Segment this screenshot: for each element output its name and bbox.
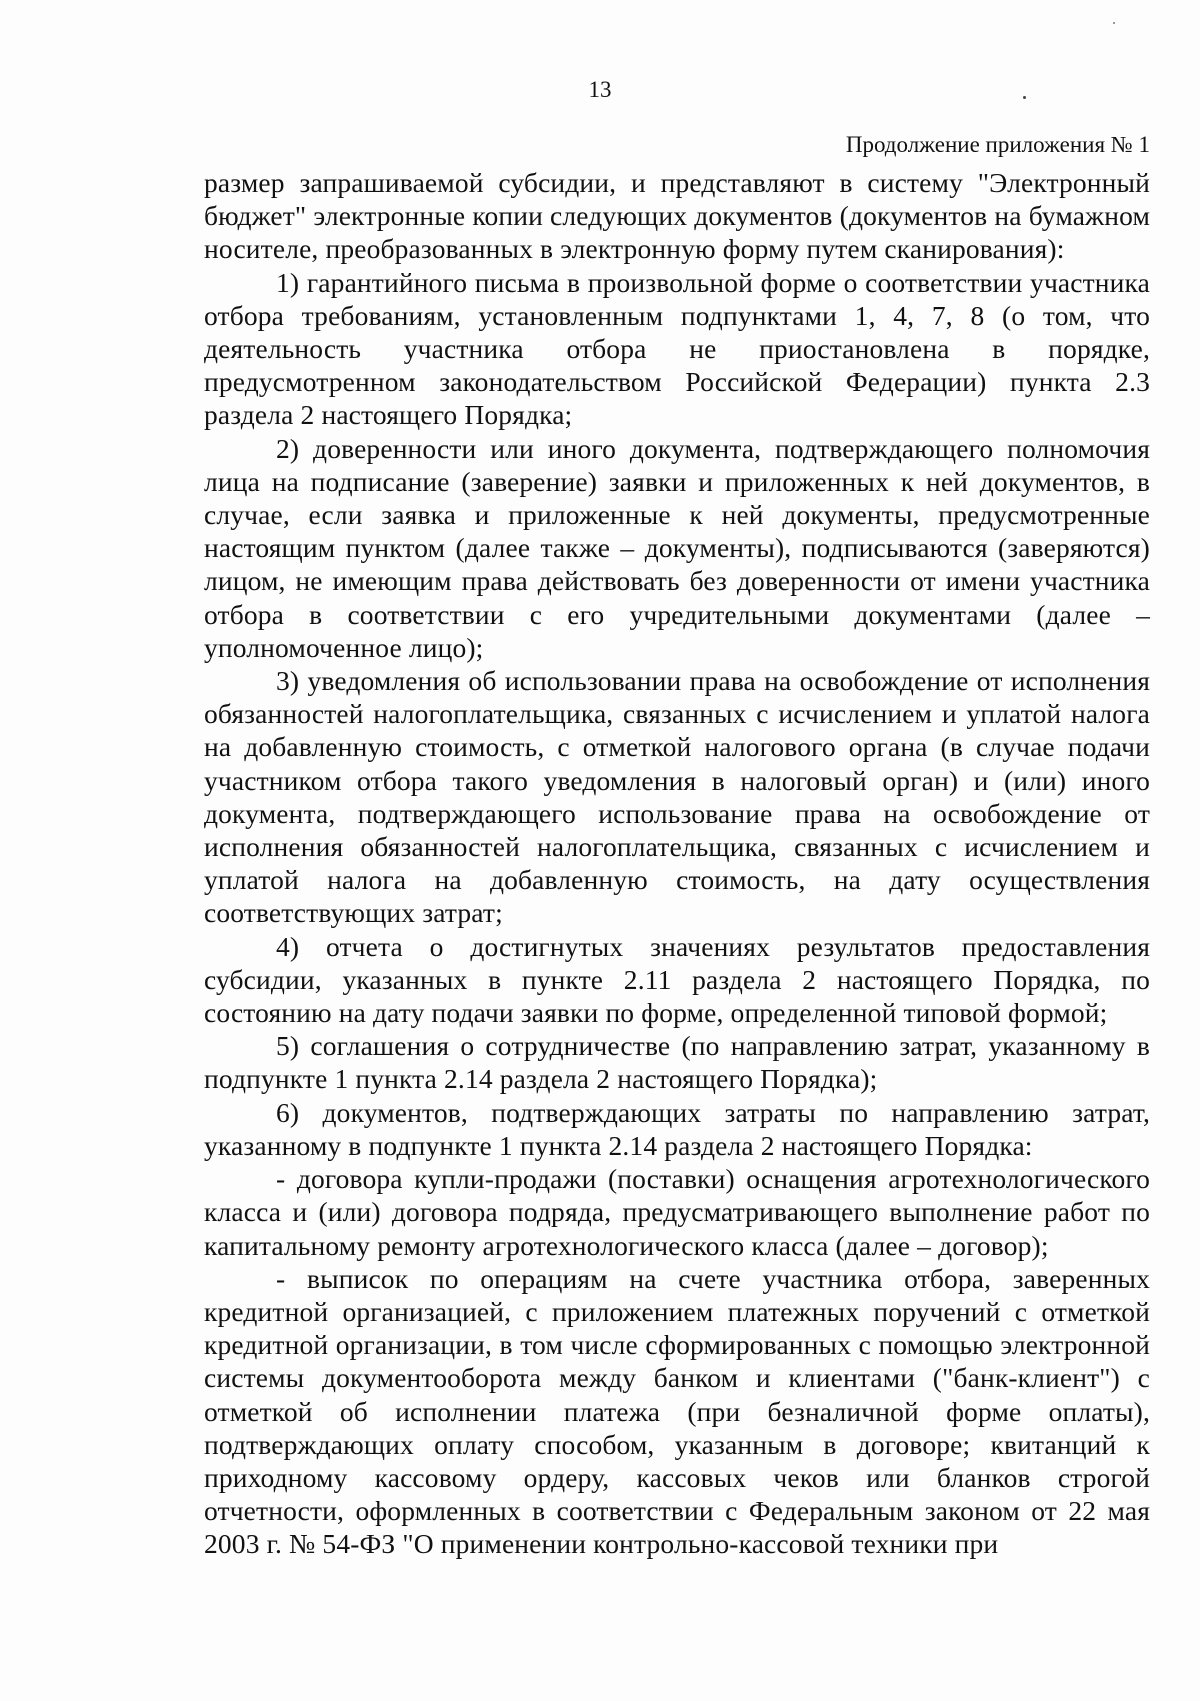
list-item: 4) отчета о достигнутых значениях результатов предоставления субсидии, указанных в пункте 2.11 раздела 2 настоящего Порядка, по состоянию на дату подачи заявки по форме, определенной типовой формой; [204,930,1150,1029]
scan-speck [1113,22,1115,24]
list-item: 6) документов, подтверждающих затраты по направлению затрат, указанному в подпункте 1 пункта 2.14 раздела 2 настоящего Порядка: [204,1096,1150,1161]
list-item: 1) гарантийного письма в произвольной форме о соответствии участника отбора требованиям, установленным подпунктами 1, 4, 7, 8 (о том, что деятельность участника отбора не приостановлена в порядке, предусмотренном законодательством Российской Федерации) пункта 2.3 раздела 2 настоящего Порядка; [204,266,1150,431]
document-body [204,166,1150,1561]
list-item: 5) соглашения о сотрудничестве (по направлению затрат, указанному в подпункте 1 пункта 2.14 раздела 2 настоящего Порядка); [204,1030,1150,1095]
page-number: 13 [588,77,612,102]
list-item: 2) доверенности или иного документа, подтверждающего полномочия лица на подписание (заверение) заявки и приложенных к ней документов, в случае, если заявка и приложенные к ней документы, предусмотренные настоящим пунктом (далее также – документы), подписываются (заверяются) лицом, не имеющим права действовать без доверенности от имени участника отбора в соответствии с его учредительными документами (далее – уполномоченное лицо); [204,432,1150,663]
sub-list-item: - договора купли-продажи (поставки) оснащения агротехнологического класса и (или) договора подряда, предусматривающего выполнение работ по капитальному ремонту агротехнологического класса (далее – договор); [204,1163,1150,1261]
appendix-continuation-note: Продолжение приложения № 1 [845,132,1150,157]
intro-paragraph: размер запрашиваемой субсидии, и представляют в систему "Электронный бюджет" электронные копии следующих документов (документов на бумажном носителе, преобразованных в электронную форму путем сканирования): [204,167,1150,265]
list-item: 3) уведомления об использовании права на освобождение от исполнения обязанностей налогоплательщика, связанных с исчислением и уплатой налога на добавленную стоимость, с отметкой налогового органа (в случае подачи участником отбора такого уведомления в налоговый орган) и (или) иного документа, подтверждающего использование права на освобождение от исполнения обязанностей налогоплательщика, связанных с исчислением и уплатой налога на добавленную стоимость, на дату осуществления соответствующих затрат; [204,665,1150,929]
sub-list-item: - выписок по операциям на счете участника отбора, заверенных кредитной организацией, с приложением платежных поручений с отметкой кредитной организации, в том числе сформированных с помощью электронной системы документооборота между банком и клиентами ("банк-клиент") с отметкой об исполнении платежа (при безналичной форме оплаты), подтверждающих оплату способом, указанным в договоре; квитанций к приходному кассовому ордеру, кассовых чеков или бланков строгой отчетности, оформленных в соответствии с Федеральным законом от 22 мая 2003 г. № 54-ФЗ "О применении контрольно-кассовой техники при [204,1262,1150,1560]
scan-speck [1023,96,1026,99]
